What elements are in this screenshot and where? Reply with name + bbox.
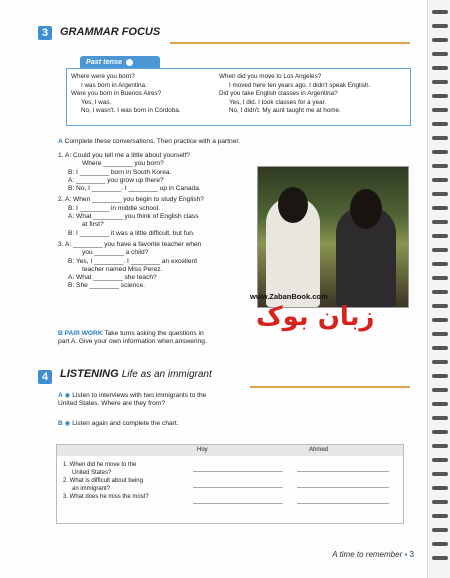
grammar-line: Yes, I was. bbox=[81, 98, 112, 106]
listening-b: B ◉ Listen again and complete the chart. bbox=[58, 420, 179, 427]
students-photo bbox=[257, 166, 409, 308]
spiral-binding bbox=[427, 0, 450, 578]
audio-icon: ◉ bbox=[64, 392, 71, 399]
section-title: GRAMMAR FOCUS bbox=[60, 26, 161, 38]
grammar-line: Yes, I did. I took classes for a year. bbox=[229, 98, 327, 106]
grammar-line: No, I didn't. My aunt taught me at home. bbox=[229, 107, 341, 115]
grammar-line: Did you take English classes in Argentina? bbox=[219, 90, 338, 98]
watermark-logo: زبان بوک bbox=[256, 302, 375, 332]
grammar-line: Where were you born? bbox=[71, 73, 135, 80]
section-number: 4 bbox=[38, 370, 52, 384]
grammar-line: I moved here ten years ago. I didn't speak English. bbox=[229, 81, 371, 89]
listening-a: A ◉ Listen to interviews with two immigrants to the United States. Where are they from? bbox=[58, 392, 207, 408]
grammar-line: No, I wasn't. I was born in Córdoba. bbox=[81, 107, 181, 115]
exercise-a-instruction: A Complete these conversations. Then practice with a partner. bbox=[58, 138, 241, 145]
grammar-line: Were you born in Buenos Aires? bbox=[71, 90, 162, 98]
grammar-tab: Past tense bbox=[80, 56, 160, 68]
chart-questions: 1. When did he move to the United States? 2. What is difficult about being an immigrant? 3. What does he miss the most? bbox=[63, 462, 149, 500]
grammar-box bbox=[66, 68, 411, 126]
section-rule bbox=[250, 386, 410, 388]
section-rule bbox=[170, 42, 410, 44]
exercise-b: B PAIR WORK Take turns asking the questions in part A. Give your own information when answering. bbox=[58, 330, 207, 346]
section-title: LISTENING Life as an immigrant bbox=[60, 368, 212, 380]
conversation-block: 1. A: Could you tell me a little about yourself? Where ________ you born? B: I ________ born in South Korea. A: ________ you grow up there? B: No, I ________. I ________ up in Canada. 2. A: When ________ you begin to study English? B: I ________ in middle school. A: What ________ you think of English class at first? B: I ________ it was a little difficult, but fun. 3. A: ________ you have a favorite teacher when you ________ a child? B: Yes, I ________. I ________ an excellent teacher named Miss Perez. A: What ________ she teach? B: She ________ science. bbox=[58, 152, 204, 290]
audio-icon: ◉ bbox=[64, 420, 71, 427]
watermark-url: www.ZabanBook.com bbox=[250, 292, 328, 301]
grammar-line: I was born in Argentina. bbox=[81, 81, 147, 89]
audio-icon bbox=[126, 59, 133, 66]
grammar-line: When did you move to Los Angeles? bbox=[219, 73, 322, 80]
listening-chart bbox=[56, 444, 404, 524]
page-footer: A time to remember ▪ 3 bbox=[332, 550, 414, 559]
section-number: 3 bbox=[38, 26, 52, 40]
chart-header: Hoy Ahmed bbox=[57, 445, 403, 456]
